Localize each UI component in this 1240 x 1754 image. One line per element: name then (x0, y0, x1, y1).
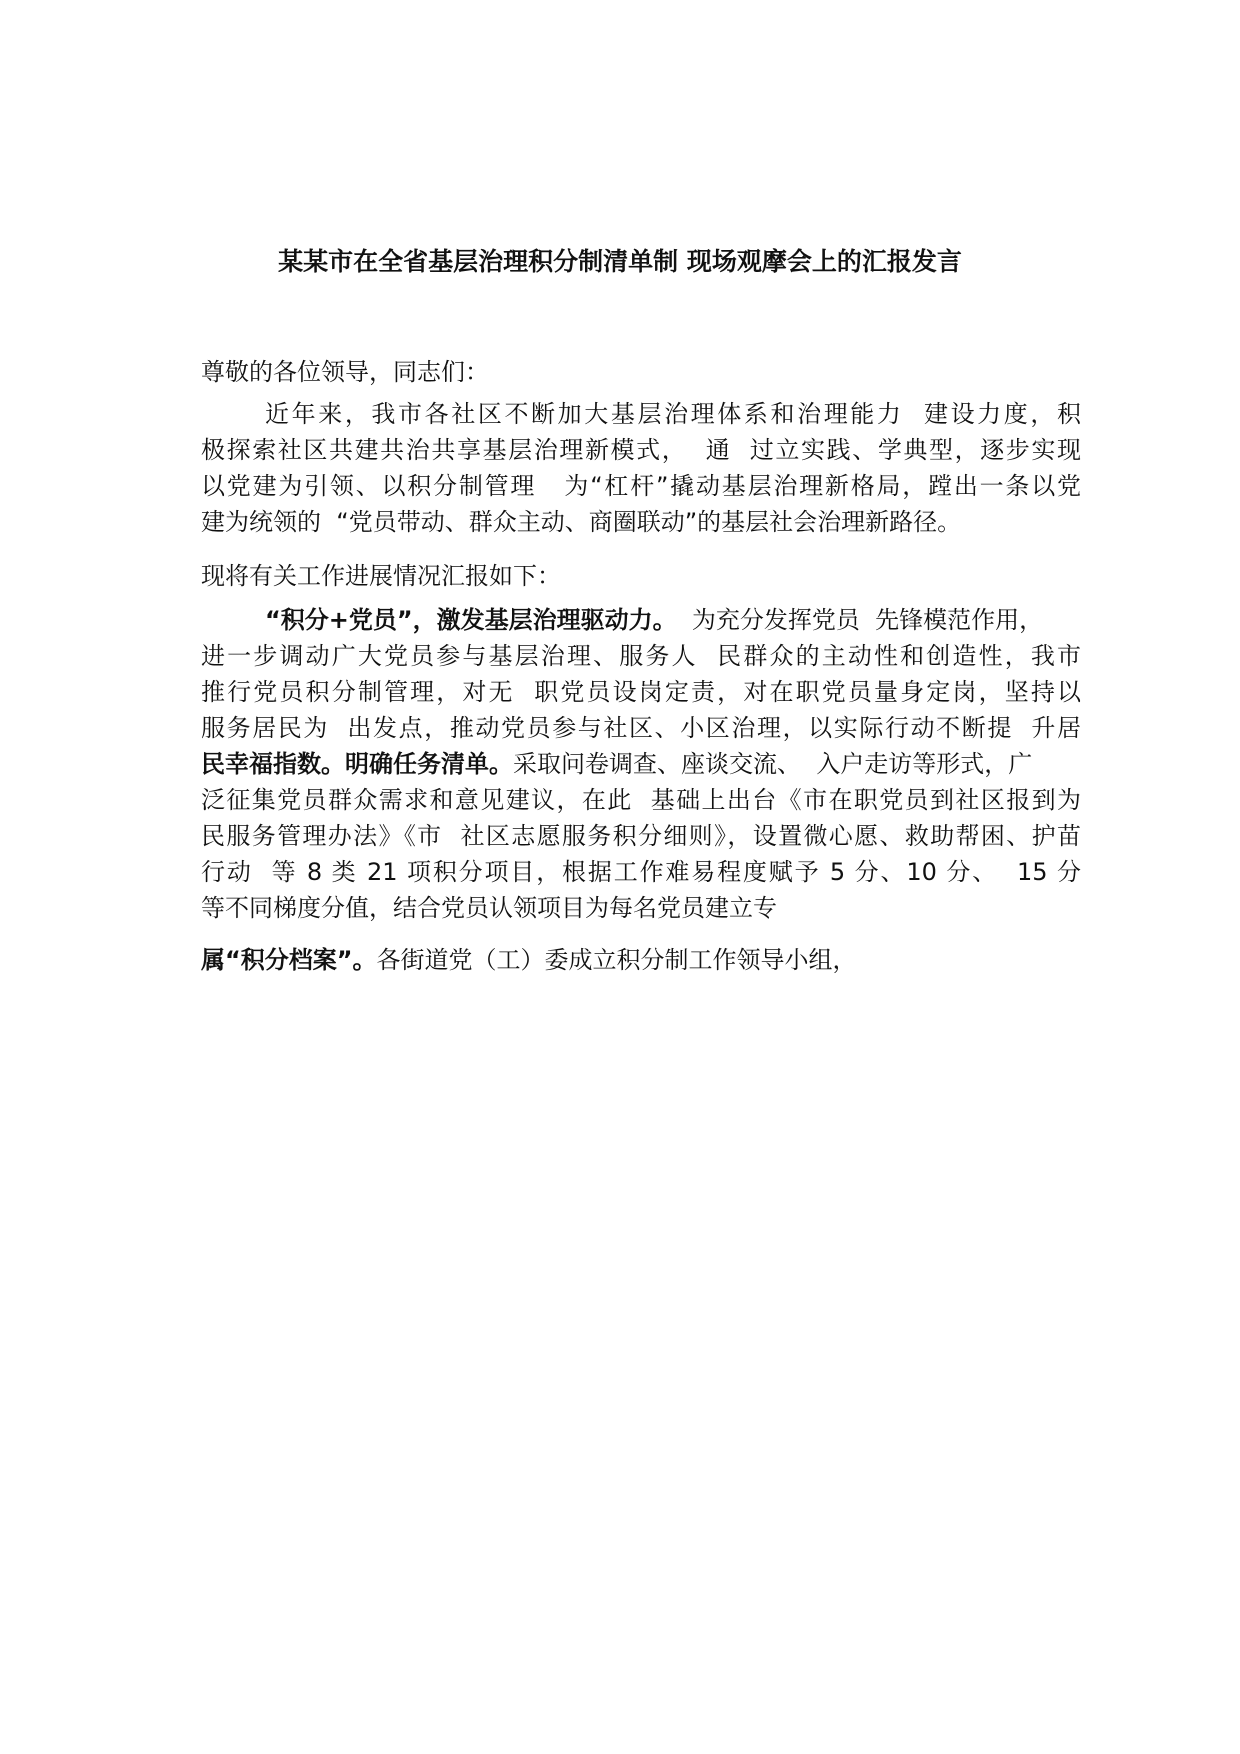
section1-line-3: 推行党员积分制管理，对无 职党员设岗定责，对在职党员量身定岗，坚持以 (201, 678, 1081, 706)
section1-line-9: 等不同梯度分值，结合党员认领项目为每名党员建立专 (201, 894, 777, 922)
section1-line-7: 民服务管理办法》《市 社区志愿服务积分细则》，设置微心愿、救助帮困、护苗 (201, 822, 1081, 850)
section1-first-line-rest: 为充分发挥党员 先锋模范作用， (676, 606, 1044, 634)
section1-line-8: 行动 等 8 类 21 项积分项目，根据工作难易程度赋予 5 分、10 分、 15 分 (201, 858, 1081, 886)
section1-line-5 (201, 748, 1032, 780)
section1-line-2: 进一步调动广大党员参与基层治理、服务人 民群众的主动性和创造性，我市 (201, 642, 1081, 670)
section1-line-5-bold: 民幸福指数。明确任务清单。 (201, 750, 513, 778)
intro-line-4: 建为统领的 “党员带动、群众主动、商圈联动”的基层社会治理新路径。 (201, 508, 962, 536)
intro-line-1: 近年来，我市各社区不断加大基层治理体系和治理能力 建设力度，积 (265, 400, 1081, 428)
intro-line-3: 以党建为引领、以积分制管理 为“杠杆”撬动基层治理新格局，蹚出一条以党 (201, 472, 1081, 500)
section1-line-5-rest: 采取问卷调查、座谈交流、 入户走访等形式，广 (513, 750, 1033, 778)
section1-first-line (265, 604, 1043, 636)
salutation: 尊敬的各位领导，同志们： (201, 358, 489, 386)
section1-line-10-rest: 各街道党（工）委成立积分制工作领导小组， (376, 946, 857, 974)
document-title: 某某市在全省基层治理积分制清单制 现场观摩会上的汇报发言 (278, 247, 962, 276)
section1-line-10 (201, 944, 857, 976)
section1-line-10-bold: 属“积分档案”。 (201, 946, 377, 974)
report-intro: 现将有关工作进展情况汇报如下： (201, 562, 561, 590)
section1-line-6: 泛征集党员群众需求和意见建议，在此 基础上出台《市在职党员到社区报到为 (201, 786, 1081, 814)
section1-line-4: 服务居民为 出发点，推动党员参与社区、小区治理，以实际行动不断提 升居 (201, 714, 1081, 742)
intro-line-2: 极探索社区共建共治共享基层治理新模式， 通 过立实践、学典型，逐步实现 (201, 436, 1081, 464)
section1-heading: “积分+党员”，激发基层治理驱动力。 (265, 606, 677, 634)
